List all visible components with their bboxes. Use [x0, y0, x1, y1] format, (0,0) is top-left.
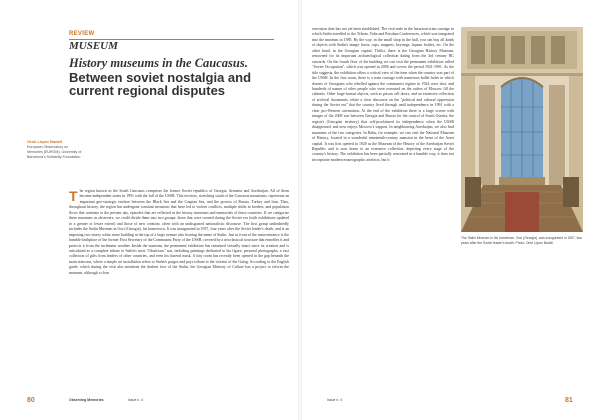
article-body-right	[312, 27, 454, 163]
author-name: Oriol López Badell	[27, 139, 63, 144]
photo-caption: The Stalin Museum in his hometown, Gori (Georgia), was inaugurated in 1957, four years after the Soviet leader's death. Photo: Oriol López Badell	[461, 236, 583, 245]
museum-interior-illustration	[461, 27, 583, 232]
footer-issue-right: Issue n. 4	[327, 398, 343, 402]
body-text-left: he region known as the South Caucasus comprises the former Soviet republics of Georgia, Armenia and Azerbaijan. All of them became independent states in 1991 with the fall of the USSR. This territory, stretching south of the Caucasus mountains, represents an important geo-strategic enclave between the Black Sea and the Caspian Sea, and the powers of Russia, Turkey and Iran. Thus, throughout history, the region has undergone constant invasions that have led to violent conflicts, multiple shifts in borders, and population flows that continue to the present day, episodes that are reflected in the history museums and memorials of these countries. If we categorise these museums as observers, we could divide them into two groups: those that were created during the Soviet era (with exhibitions updated to a greater or lesser extent) and those of new creation, often with an undisguised nationalistic discourse. The first group undoubtedly includes the Stalin Museum in Gori (Georgia), his hometown. It was inaugurated in 1957, four years after the Soviet leader's death, and is an imposing two-storey white stone building at the top of a large avenue also bearing the name of Stalin. Just in front of the main entrance is the humble birthplace of the former First Secretary of the Communist Party of the USSR, covered by a neoclassical structure that ennobles it and protects it from the inclement weather. Inside the museum, the permanent exhibition has remained virtually intact since its creation and is articulated as a complete tribute to Stalin's most "illustrious" son, including paintings dedicated to his figure, personal photographs, a vast collection of gifts from leaders of other countries, and even his funeral mask. A tiny room has recently been opened in the gap beneath the main staircase, where a simple art installation refers to Stalin's purges and pays tribute to the victims of the Gulag. According to the English guide, which during the visit also mentions the darkest face of the Stalin, the Georgian Ministry of Culture has a project to reform the museum, although a clear	[69, 189, 289, 275]
author-affiliation: European Observatory on Memories (EUROM), University of Barcelona's Solidarity Foundation	[27, 145, 82, 160]
footer-issue-left: Issue n. 4	[128, 398, 144, 402]
headline-kicker: History museums in the Caucasus.	[69, 56, 248, 70]
page-number-right: 81	[565, 397, 573, 404]
section-name: MUSEUM	[69, 40, 118, 52]
body-text-right: execution date has not yet been established. The visit ends in the luxurious train carriage in which Stalin travelled to the Tehran, Yalta and Potsdam Conferences, which was integrated into the museum in 1985. By the way, in the small shop in the hall, you can buy all kinds of objects with Stalin's image: busts, cups, magnets, keyrings, liqueur bottles, etc. On the other hand, in the Georgian capital, Tbilisi, there is the Georgian History Museum, renowned for its important archaeological collection dating from the 3rd century BC onwards. On the fourth floor of the building we can visit the permanent exhibition called "Soviet Occupation", which was opened in 2006 and covers the period 1921-1991. As the title suggests, the exhibition offers a critical view of the time when the country was part of the USSR. In the first room, there is a train carriage with numerous bullet holes in which dozens of Georgians who rebelled against the communist regime in 1924 were shot, and hundreds of names of other people who were executed on the orders of Moscow fill the cabinets. Other large-format objects, such as prison cell doors, and an extensive collection of archival documents, relate a clear discourse on the "political and cultural oppression during the Soviet era" that the country lived through until independence in 1991 with a clear pro-Western orientation. At the end of the exhibition there is a large screen with images of the 2008 war between Georgia and Russia for the control of South Ossetia, the region's (Georgian territory) that self-proclaimed its independence when the USSR disappeared, and now enjoys Moscow's support. In neighbouring Azerbaijan, we also find museums of the two categories. In Baku, for example, we can visit the National Museum of History, located in a wonderful nineteenth-century mansion in the heart of the Azeri capital. It was first opened in 1920 as the Museum of the History of the Azerbaijan Soviet Republic and is now home to an extensive collection, depicting every stage of the country's history. The exhibition has been partially renovated in a humble way, it does not incorporate modern museographic artefacts, but it	[312, 27, 454, 162]
museum-photo	[461, 27, 583, 232]
article-body-left	[69, 189, 289, 276]
section-tag: REVIEW	[69, 31, 95, 37]
article-headline	[69, 57, 284, 98]
left-page	[0, 0, 298, 420]
page-number-left: 80	[27, 397, 35, 404]
footer-publication: Observing Memories	[69, 398, 104, 402]
drop-cap: T	[69, 188, 78, 204]
headline-main: Between soviet nostalgia and current regional disputes	[69, 69, 252, 98]
